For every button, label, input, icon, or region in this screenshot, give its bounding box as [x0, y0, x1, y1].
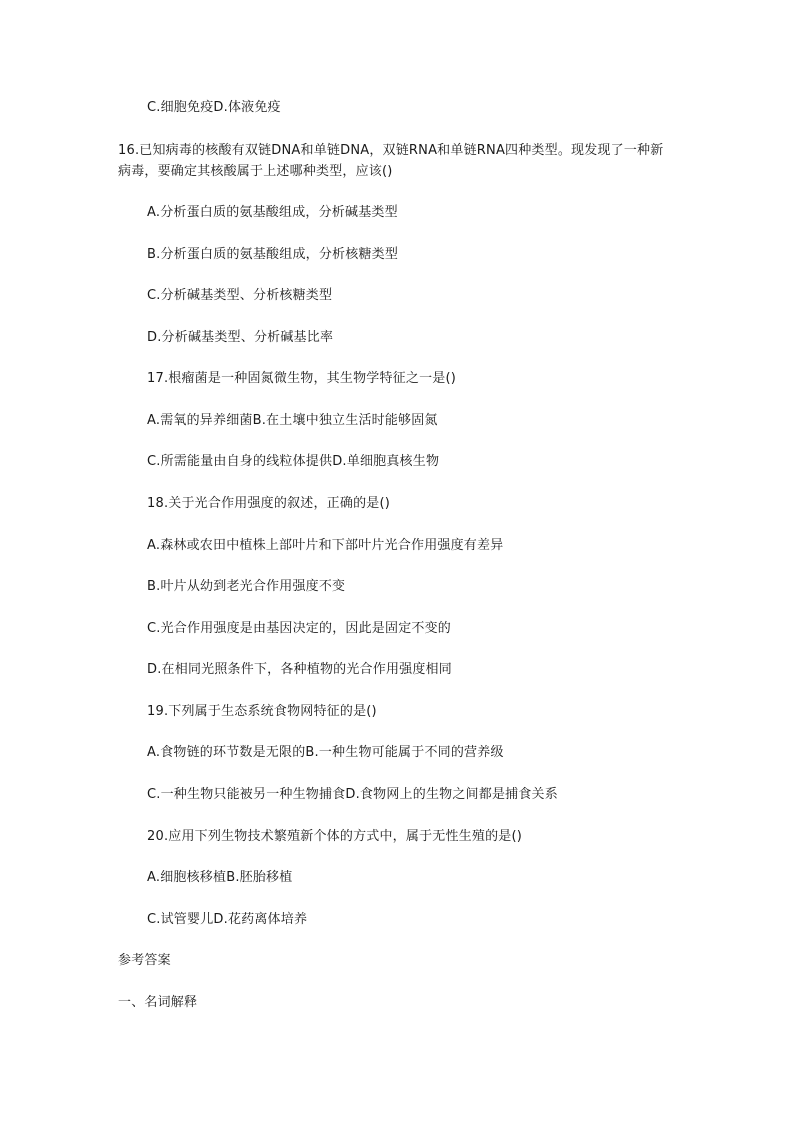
option-18-a: A.森林或农田中植株上部叶片和下部叶片光合作用强度有差异	[147, 538, 504, 553]
option-16-d: D.分析碱基类型、分析碱基比率	[147, 330, 334, 345]
option-18-b: B.叶片从幼到老光合作用强度不变	[147, 579, 346, 594]
question-19: 19.下列属于生态系统食物网特征的是()	[147, 704, 377, 719]
option-20-ab: A.细胞核移植B.胚胎移植	[147, 870, 293, 885]
question-18: 18.关于光合作用强度的叙述，正确的是()	[147, 496, 391, 511]
option-line-15-cd: C.细胞免疫D.体液免疫	[147, 100, 281, 115]
option-16-c: C.分析碱基类型、分析核糖类型	[147, 288, 333, 303]
question-16: 16.已知病毒的核酸有双链DNA和单链DNA，双链RNA和单链RNA四种类型。现发现了一种新病毒，要确定其核酸属于上述哪种类型，应该()	[118, 143, 664, 179]
section-heading-terms: 一、名词解释	[118, 995, 198, 1010]
answer-heading: 参考答案	[118, 953, 171, 968]
option-16-a: A.分析蛋白质的氨基酸组成，分析碱基类型	[147, 205, 398, 220]
option-17-ab: A.需氧的异养细菌B.在土壤中独立生活时能够固氮	[147, 413, 438, 428]
option-20-cd: C.试管婴儿D.花药离体培养	[147, 912, 308, 927]
option-16-b: B.分析蛋白质的氨基酸组成，分析核糖类型	[147, 247, 399, 262]
question-17: 17.根瘤菌是一种固氮微生物，其生物学特征之一是()	[147, 371, 457, 386]
option-17-cd: C.所需能量由自身的线粒体提供D.单细胞真核生物	[147, 454, 440, 469]
option-18-c: C.光合作用强度是由基因决定的，因此是固定不变的	[147, 621, 452, 636]
option-19-cd: C.一种生物只能被另一种生物捕食D.食物网上的生物之间都是捕食关系	[147, 787, 558, 802]
option-19-ab: A.食物链的环节数是无限的B.一种生物可能属于不同的营养级	[147, 745, 504, 760]
question-20: 20.应用下列生物技术繁殖新个体的方式中，属于无性生殖的是()	[147, 829, 523, 844]
option-18-d: D.在相同光照条件下，各种植物的光合作用强度相同	[147, 662, 452, 677]
